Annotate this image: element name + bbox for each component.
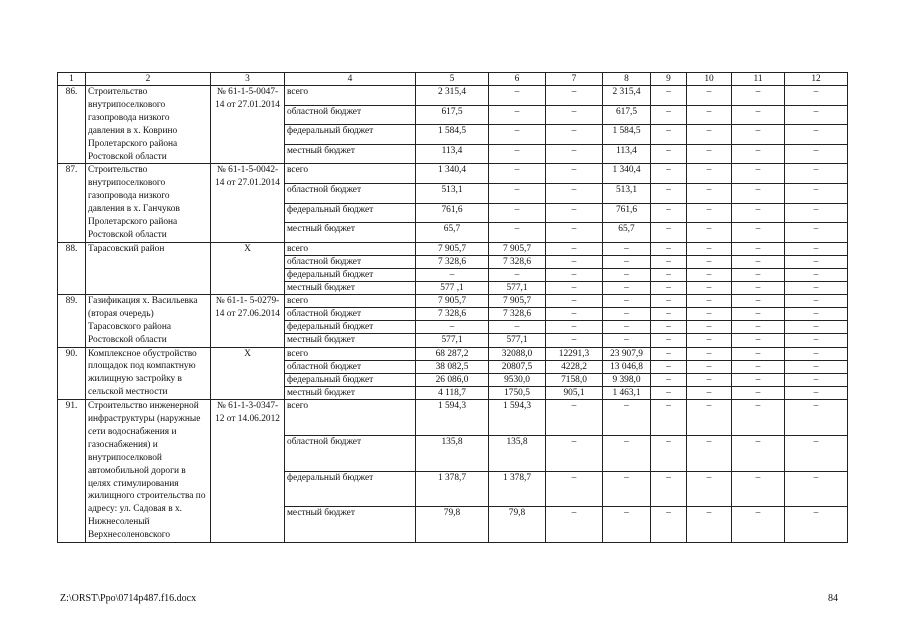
amount-cell: 1 584,5 — [416, 125, 489, 145]
amount-cell: – — [732, 400, 785, 436]
object-name: Тарасовский район — [86, 242, 211, 294]
amount-cell: 1 378,7 — [416, 471, 489, 507]
amount-cell: – — [651, 360, 687, 373]
amount-cell: – — [546, 308, 603, 321]
amount-cell: – — [687, 308, 732, 321]
funding-source: областной бюджет — [285, 308, 416, 321]
amount-cell: – — [603, 308, 651, 321]
funding-source: местный бюджет — [285, 507, 416, 543]
funding-source: федеральный бюджет — [285, 268, 416, 281]
amount-cell: – — [732, 268, 785, 281]
funding-source: федеральный бюджет — [285, 321, 416, 334]
amount-cell: – — [785, 435, 848, 471]
amount-cell: – — [603, 294, 651, 307]
amount-cell: – — [687, 86, 732, 106]
table-row — [58, 164, 848, 184]
funding-source: федеральный бюджет — [285, 471, 416, 507]
funding-source: местный бюджет — [285, 281, 416, 294]
amount-cell: – — [651, 203, 687, 223]
amount-cell: – — [732, 294, 785, 307]
amount-cell: 7 905,7 — [489, 242, 546, 255]
amount-cell: 32088,0 — [489, 347, 546, 360]
amount-cell: – — [489, 223, 546, 243]
amount-cell: – — [546, 334, 603, 347]
expertise-document: Х — [211, 347, 285, 400]
object-name: Строительство внутрипоселкового газопровода низкого давления в х. Коврино Пролетарского района Ростовской области — [86, 86, 211, 164]
amount-cell: – — [603, 471, 651, 507]
amount-cell: – — [651, 507, 687, 543]
amount-cell: – — [687, 105, 732, 125]
amount-cell: – — [651, 471, 687, 507]
amount-cell: – — [603, 507, 651, 543]
expertise-document: № 61-1-5-0042-14 от 27.01.2014 — [211, 164, 285, 242]
amount-cell: 7 905,7 — [416, 242, 489, 255]
amount-cell: 4 118,7 — [416, 386, 489, 399]
amount-cell: 113,4 — [416, 144, 489, 164]
amount-cell: – — [651, 321, 687, 334]
amount-cell: 65,7 — [603, 223, 651, 243]
amount-cell: – — [687, 281, 732, 294]
funding-source: всего — [285, 86, 416, 106]
table-row — [58, 86, 848, 106]
amount-cell: 1 594,3 — [416, 400, 489, 436]
amount-cell: – — [785, 281, 848, 294]
amount-cell: – — [732, 255, 785, 268]
amount-cell: – — [546, 164, 603, 184]
column-number: 5 — [416, 73, 489, 86]
amount-cell: 1 463,1 — [603, 386, 651, 399]
amount-cell: – — [651, 164, 687, 184]
amount-cell: 7 328,6 — [489, 255, 546, 268]
amount-cell: – — [687, 360, 732, 373]
amount-cell: – — [732, 360, 785, 373]
amount-cell: – — [651, 308, 687, 321]
amount-cell: – — [603, 242, 651, 255]
amount-cell: 79,8 — [416, 507, 489, 543]
amount-cell: 617,5 — [416, 105, 489, 125]
amount-cell: – — [489, 86, 546, 106]
amount-cell: – — [687, 334, 732, 347]
amount-cell: – — [785, 400, 848, 436]
amount-cell: – — [785, 347, 848, 360]
amount-cell: 1 378,7 — [489, 471, 546, 507]
funding-source: областной бюджет — [285, 255, 416, 268]
amount-cell: 9530,0 — [489, 373, 546, 386]
amount-cell: 617,5 — [603, 105, 651, 125]
amount-cell: – — [489, 164, 546, 184]
amount-cell: – — [732, 386, 785, 399]
amount-cell: – — [687, 255, 732, 268]
amount-cell: 7158,0 — [546, 373, 603, 386]
amount-cell: – — [785, 373, 848, 386]
amount-cell: 761,6 — [603, 203, 651, 223]
budget-table — [57, 72, 848, 543]
amount-cell: – — [732, 435, 785, 471]
amount-cell: 7 905,7 — [489, 294, 546, 307]
amount-cell: 513,1 — [416, 184, 489, 204]
amount-cell: – — [546, 294, 603, 307]
column-number: 8 — [603, 73, 651, 86]
amount-cell: – — [651, 334, 687, 347]
amount-cell: – — [785, 105, 848, 125]
amount-cell: – — [687, 507, 732, 543]
amount-cell: 577,1 — [489, 334, 546, 347]
amount-cell: – — [489, 144, 546, 164]
funding-source: всего — [285, 400, 416, 436]
amount-cell: – — [687, 435, 732, 471]
amount-cell: – — [546, 321, 603, 334]
amount-cell: – — [651, 86, 687, 106]
amount-cell: 20807,5 — [489, 360, 546, 373]
funding-source: федеральный бюджет — [285, 373, 416, 386]
funding-source: областной бюджет — [285, 435, 416, 471]
amount-cell: – — [546, 105, 603, 125]
object-name: Строительство инженерной инфраструктуры (наружные сети водоснабжения и газоснабжения) и внутрипоселковой автомобильной дороги в целях стимулирования жилищного строительства по адресу: ул. Садовая в х. Нижнесоленый Верхнесоленовского — [86, 400, 211, 543]
amount-cell: – — [732, 308, 785, 321]
amount-cell: – — [687, 347, 732, 360]
amount-cell: – — [546, 203, 603, 223]
amount-cell: 135,8 — [489, 435, 546, 471]
amount-cell: – — [785, 294, 848, 307]
amount-cell: – — [785, 308, 848, 321]
column-number: 9 — [651, 73, 687, 86]
funding-source: местный бюджет — [285, 223, 416, 243]
amount-cell: – — [546, 281, 603, 294]
amount-cell: 1 340,4 — [603, 164, 651, 184]
amount-cell: – — [546, 400, 603, 436]
amount-cell: 38 082,5 — [416, 360, 489, 373]
item-number: 90. — [58, 347, 86, 400]
amount-cell: – — [687, 386, 732, 399]
table-row — [58, 294, 848, 307]
amount-cell: – — [546, 471, 603, 507]
amount-cell: – — [546, 184, 603, 204]
amount-cell: 2 315,4 — [416, 86, 489, 106]
amount-cell: – — [732, 203, 785, 223]
item-number: 87. — [58, 164, 86, 242]
amount-cell: – — [785, 164, 848, 184]
amount-cell: – — [603, 281, 651, 294]
amount-cell: – — [546, 268, 603, 281]
amount-cell: – — [732, 105, 785, 125]
funding-source: всего — [285, 164, 416, 184]
column-number: 1 — [58, 73, 86, 86]
amount-cell: 7 328,6 — [489, 308, 546, 321]
amount-cell: – — [651, 184, 687, 204]
amount-cell: 7 905,7 — [416, 294, 489, 307]
amount-cell: 2 315,4 — [603, 86, 651, 106]
amount-cell: – — [687, 203, 732, 223]
amount-cell: – — [732, 184, 785, 204]
table-row — [58, 242, 848, 255]
amount-cell: – — [546, 86, 603, 106]
amount-cell: 9 398,0 — [603, 373, 651, 386]
column-number-row — [58, 73, 848, 86]
amount-cell: – — [489, 184, 546, 204]
amount-cell: – — [687, 223, 732, 243]
amount-cell: – — [687, 400, 732, 436]
amount-cell: – — [651, 255, 687, 268]
amount-cell: 13 046,8 — [603, 360, 651, 373]
amount-cell: – — [732, 347, 785, 360]
amount-cell: – — [785, 386, 848, 399]
expertise-document: Х — [211, 242, 285, 294]
amount-cell: 1 594,3 — [489, 400, 546, 436]
amount-cell: – — [732, 471, 785, 507]
funding-source: всего — [285, 294, 416, 307]
amount-cell: 1 340,4 — [416, 164, 489, 184]
funding-source: областной бюджет — [285, 360, 416, 373]
amount-cell: – — [546, 125, 603, 145]
amount-cell: 135,8 — [416, 435, 489, 471]
amount-cell: – — [546, 223, 603, 243]
amount-cell: – — [785, 360, 848, 373]
amount-cell: 79,8 — [489, 507, 546, 543]
amount-cell: – — [687, 471, 732, 507]
amount-cell: – — [732, 242, 785, 255]
column-number: 3 — [211, 73, 285, 86]
column-number: 4 — [285, 73, 416, 86]
column-number: 6 — [489, 73, 546, 86]
amount-cell: – — [785, 125, 848, 145]
amount-cell: 513,1 — [603, 184, 651, 204]
amount-cell: – — [651, 281, 687, 294]
amount-cell: – — [732, 125, 785, 145]
table-row — [58, 347, 848, 360]
item-number: 86. — [58, 86, 86, 164]
funding-source: местный бюджет — [285, 386, 416, 399]
funding-source: областной бюджет — [285, 184, 416, 204]
amount-cell: – — [785, 242, 848, 255]
amount-cell: – — [785, 471, 848, 507]
amount-cell: – — [785, 255, 848, 268]
amount-cell: 577 ,1 — [416, 281, 489, 294]
item-number: 89. — [58, 294, 86, 347]
amount-cell: – — [651, 105, 687, 125]
amount-cell: – — [651, 400, 687, 436]
amount-cell: – — [687, 125, 732, 145]
object-name: Строительство внутрипоселкового газопровода низкого давления в х. Ганчуков Пролетарского района Ростовской области — [86, 164, 211, 242]
amount-cell: – — [785, 321, 848, 334]
amount-cell: – — [603, 400, 651, 436]
amount-cell: 905,1 — [546, 386, 603, 399]
amount-cell: – — [651, 144, 687, 164]
amount-cell: – — [416, 321, 489, 334]
amount-cell: – — [687, 294, 732, 307]
expertise-document: № 61-1-5-0047-14 от 27.01.2014 — [211, 86, 285, 164]
funding-source: областной бюджет — [285, 105, 416, 125]
amount-cell: – — [546, 507, 603, 543]
amount-cell: – — [732, 334, 785, 347]
amount-cell: – — [785, 203, 848, 223]
expertise-document: № 61-1- 5-0279-14 от 27.06.2014 — [211, 294, 285, 347]
amount-cell: – — [687, 164, 732, 184]
amount-cell: – — [687, 268, 732, 281]
amount-cell: 1 584,5 — [603, 125, 651, 145]
column-number: 7 — [546, 73, 603, 86]
amount-cell: 26 086,0 — [416, 373, 489, 386]
amount-cell: – — [489, 105, 546, 125]
table-row — [58, 400, 848, 436]
funding-source: федеральный бюджет — [285, 203, 416, 223]
amount-cell: 12291,3 — [546, 347, 603, 360]
amount-cell: – — [785, 268, 848, 281]
amount-cell: – — [603, 435, 651, 471]
amount-cell: – — [489, 203, 546, 223]
amount-cell: – — [732, 373, 785, 386]
amount-cell: – — [603, 321, 651, 334]
column-number: 12 — [785, 73, 848, 86]
amount-cell: – — [785, 223, 848, 243]
object-name: Газификация х. Васильевка (вторая очередь) Тарасовского района Ростовской области — [86, 294, 211, 347]
amount-cell: – — [785, 184, 848, 204]
amount-cell: – — [603, 268, 651, 281]
amount-cell: – — [687, 144, 732, 164]
amount-cell: – — [732, 507, 785, 543]
amount-cell: – — [489, 268, 546, 281]
amount-cell: – — [546, 255, 603, 268]
amount-cell: – — [687, 373, 732, 386]
amount-cell: – — [651, 242, 687, 255]
amount-cell: 7 328,6 — [416, 255, 489, 268]
amount-cell: – — [651, 435, 687, 471]
amount-cell: – — [651, 125, 687, 145]
amount-cell: 4228,2 — [546, 360, 603, 373]
amount-cell: 1750,5 — [489, 386, 546, 399]
column-number: 10 — [687, 73, 732, 86]
amount-cell: 577,1 — [416, 334, 489, 347]
amount-cell: – — [651, 386, 687, 399]
amount-cell: 68 287,2 — [416, 347, 489, 360]
footer-file-path: Z:\ORST\Ppo\0714p487.f16.docx — [60, 593, 197, 604]
amount-cell: – — [732, 86, 785, 106]
amount-cell: – — [785, 507, 848, 543]
page-number: 84 — [828, 593, 838, 604]
amount-cell: – — [546, 242, 603, 255]
funding-source: местный бюджет — [285, 144, 416, 164]
amount-cell: – — [687, 184, 732, 204]
amount-cell: – — [785, 86, 848, 106]
amount-cell: – — [687, 242, 732, 255]
item-number: 88. — [58, 242, 86, 294]
funding-source: федеральный бюджет — [285, 125, 416, 145]
amount-cell: – — [687, 321, 732, 334]
amount-cell: – — [651, 223, 687, 243]
amount-cell: – — [732, 321, 785, 334]
amount-cell: 113,4 — [603, 144, 651, 164]
amount-cell: – — [732, 223, 785, 243]
amount-cell: – — [416, 268, 489, 281]
amount-cell: 23 907,9 — [603, 347, 651, 360]
column-number: 2 — [86, 73, 211, 86]
amount-cell: – — [785, 144, 848, 164]
column-number: 11 — [732, 73, 785, 86]
funding-source: местный бюджет — [285, 334, 416, 347]
amount-cell: – — [785, 334, 848, 347]
amount-cell: – — [651, 373, 687, 386]
amount-cell: – — [603, 334, 651, 347]
amount-cell: – — [651, 294, 687, 307]
amount-cell: 577,1 — [489, 281, 546, 294]
funding-source: всего — [285, 347, 416, 360]
amount-cell: 65,7 — [416, 223, 489, 243]
expertise-document: № 61-1-3-0347-12 от 14.06.2012 — [211, 400, 285, 543]
amount-cell: – — [603, 255, 651, 268]
amount-cell: – — [651, 268, 687, 281]
amount-cell: – — [732, 144, 785, 164]
amount-cell: – — [651, 347, 687, 360]
amount-cell: – — [546, 435, 603, 471]
funding-source: всего — [285, 242, 416, 255]
amount-cell: 7 328,6 — [416, 308, 489, 321]
amount-cell: – — [732, 281, 785, 294]
item-number: 91. — [58, 400, 86, 543]
amount-cell: – — [546, 144, 603, 164]
amount-cell: – — [489, 125, 546, 145]
object-name: Комплексное обустройство площадок под компактную жилищную застройку в сельской местности — [86, 347, 211, 400]
amount-cell: – — [489, 321, 546, 334]
amount-cell: 761,6 — [416, 203, 489, 223]
amount-cell: – — [732, 164, 785, 184]
